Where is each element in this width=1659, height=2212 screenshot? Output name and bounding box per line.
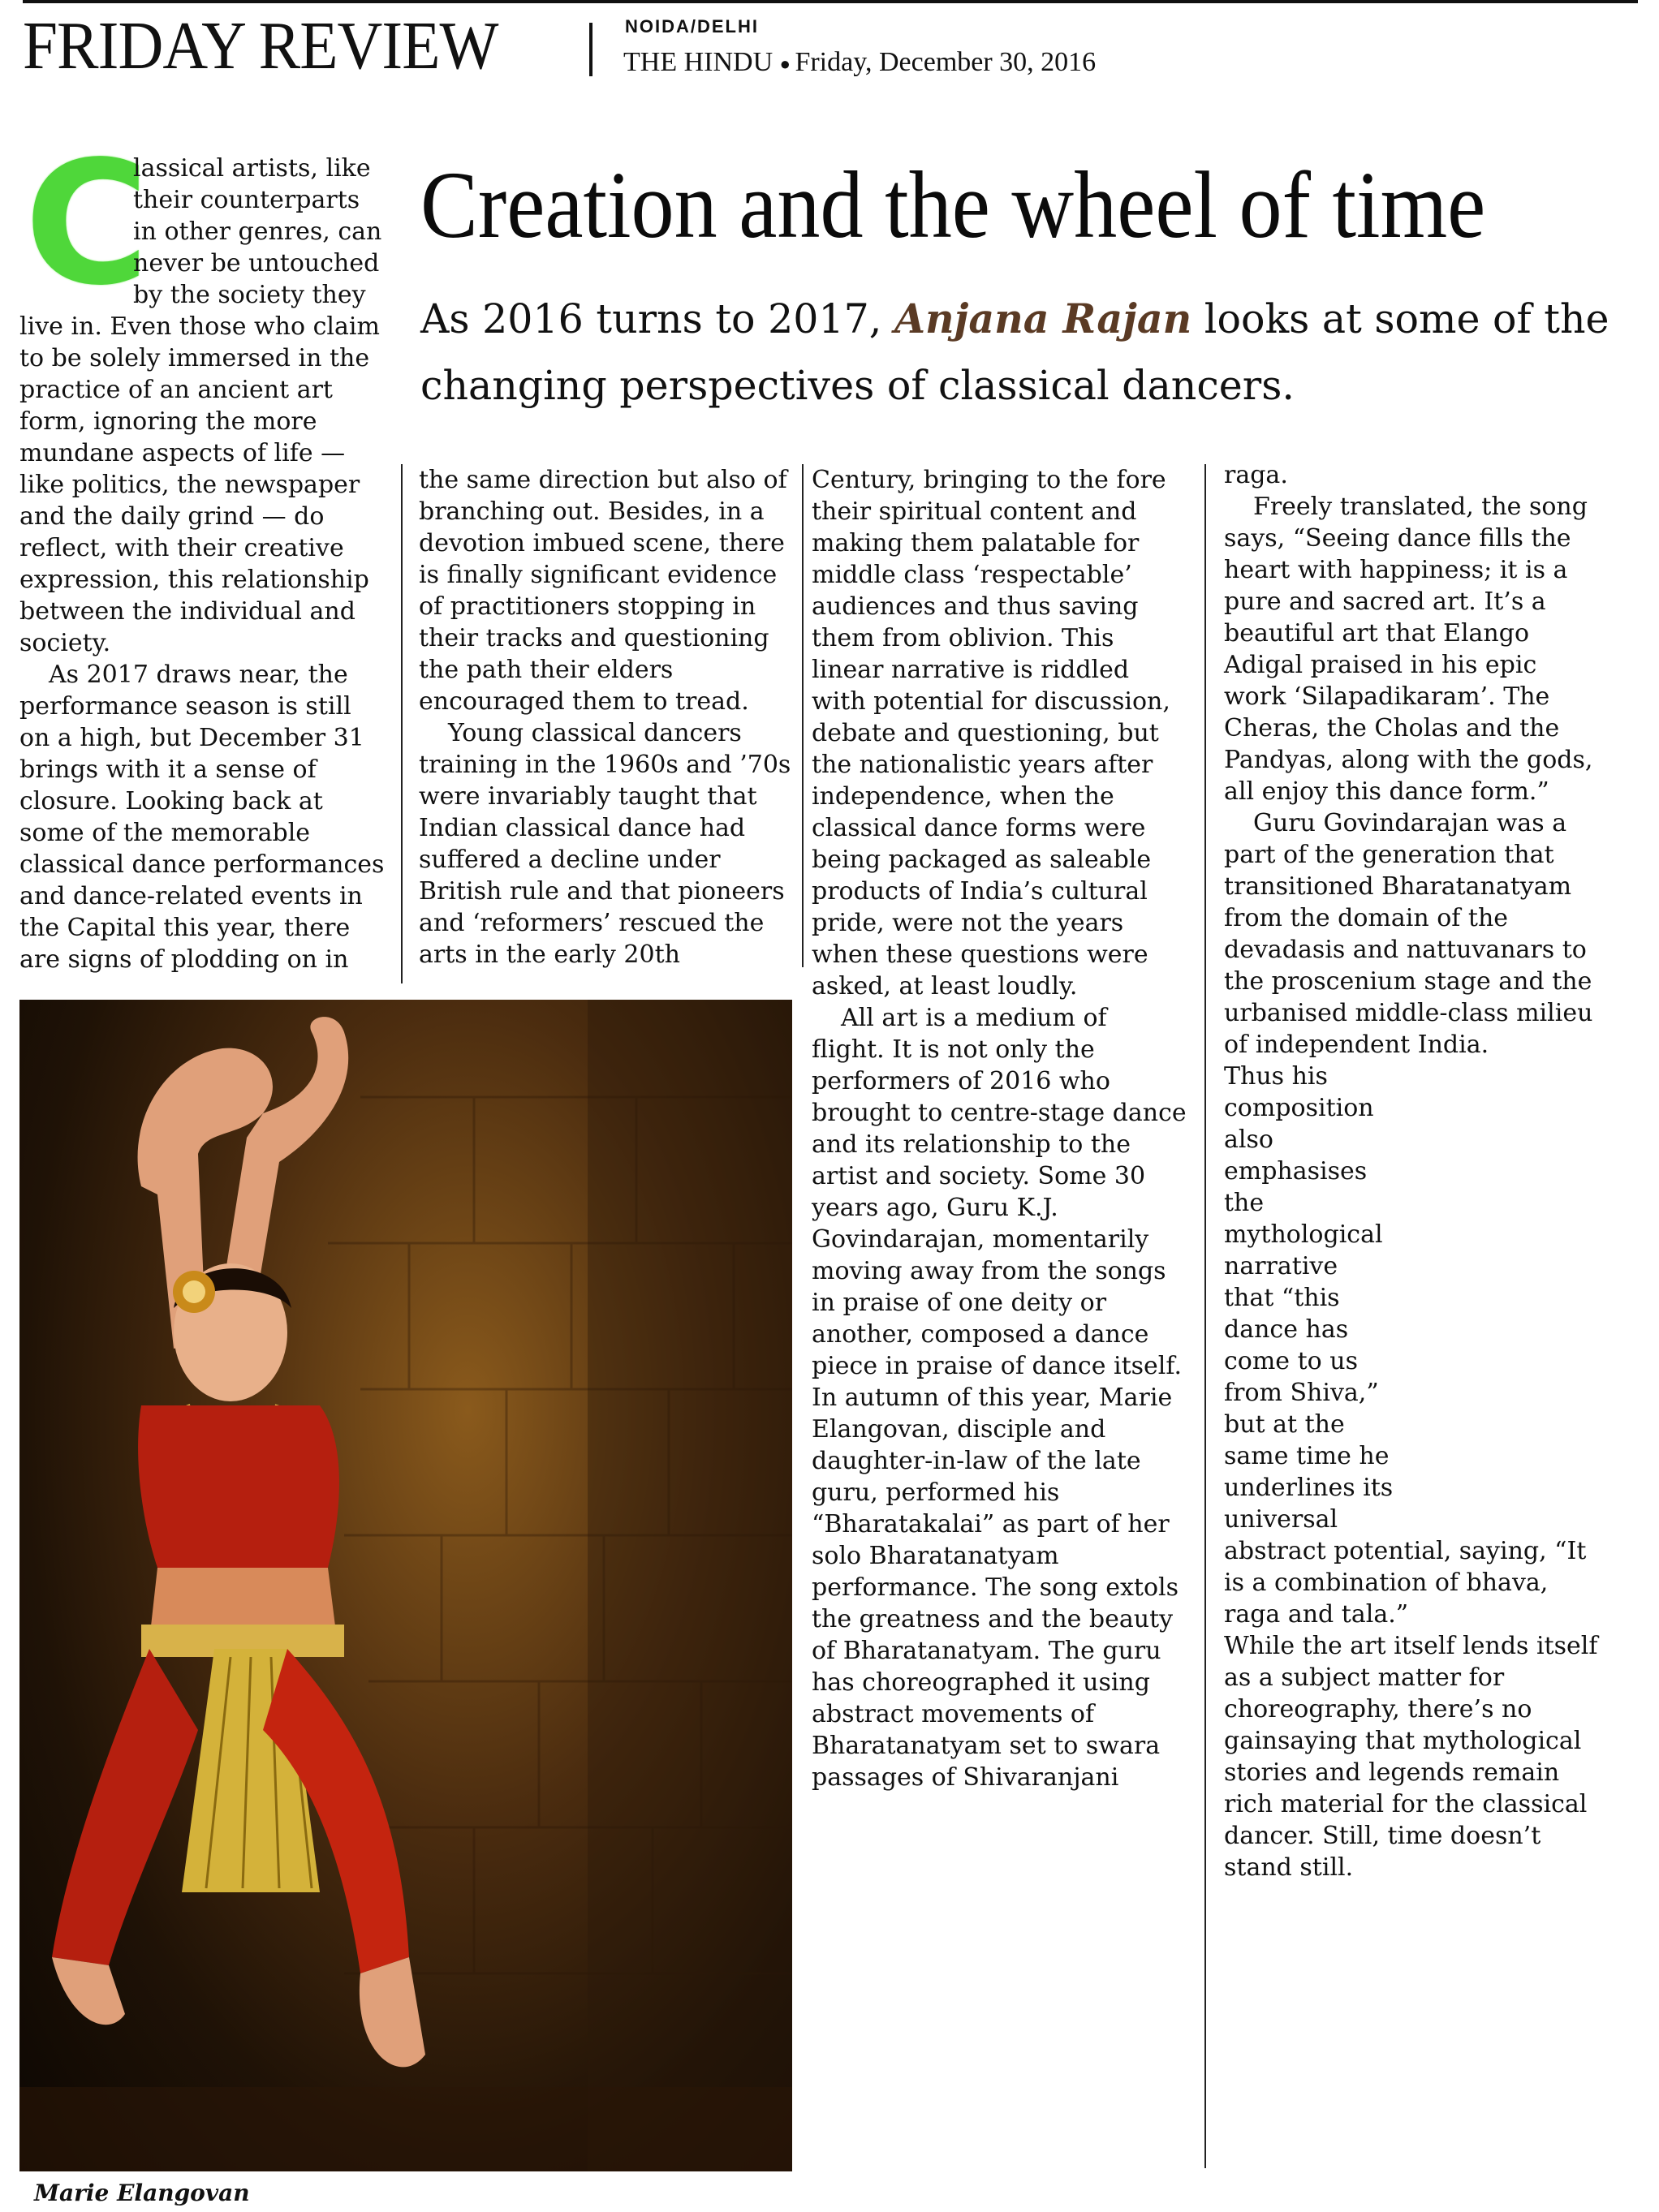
masthead xyxy=(23,0,1638,88)
paragraph: Young classical dancers training in the 1960s and ’70s were invariably taught that Indian classical dance had suffered a decline under British rule and that pioneers and ‘reformers’ rescued the arts in the early 20th xyxy=(419,719,791,969)
masthead-divider xyxy=(589,23,592,76)
column-rule xyxy=(1204,464,1206,2168)
drop-cap: C xyxy=(24,124,150,323)
author-byline: Anjana Rajan xyxy=(894,295,1192,342)
edition-label: NOIDA/DELHI xyxy=(625,16,759,37)
narrow-text: Thus his composition also emphasises the mythological narrative that “this dance has come to us from Shiva,” but at the same time he underlines its universal xyxy=(1224,1062,1394,1534)
dancer-photo xyxy=(19,1000,792,2171)
paragraph-text: Guru Govindarajan was a part of the generation that transitioned Bharatanatyam from the domain of the devadasis and nattuvanars to the proscenium stage and the urbanised middle-class milieu of independent India. xyxy=(1224,809,1593,1059)
paragraph xyxy=(19,124,386,659)
article-column-2 xyxy=(419,464,794,970)
article-column-1 xyxy=(19,124,386,975)
paragraph xyxy=(1224,807,1605,1061)
paragraph: All art is a medium of flight. It is not only the performers of 2016 who brought to centre-stage dance and its relationship to the artist and society. Some 30 years ago, Guru K.J. Govindarajan, momentarily moving away from the songs in praise of one deity or another, composed a dance piece in praise of dance itself. In autumn of this year, Marie Elangovan, disciple and daughter-in-law of the late guru, performed his “Bharatakalai” as part of her solo Bharatanatyam performance. The song extols the greatness and the beauty of Bharatanatyam. The guru has choreographed it using abstract movements of Bharatanatyam set to swara passages of Shivaranjani xyxy=(812,1004,1187,1792)
deck-text: As 2016 turns to 2017, xyxy=(420,295,894,342)
dancer-illustration xyxy=(19,1000,792,2171)
paragraph-text: lassical artists, like their counterparts in other genres, can never be untouched by the society they live in. Even those who claim to be solely immersed in the practice of an ancient art form, ignoring the more mundane aspects of life — like politics, the newspaper and the daily grind — do reflect, with their creative expression, this relationship between the individual and society. xyxy=(19,154,382,657)
section-title: FRIDAY REVIEW xyxy=(23,8,498,84)
article-column-3 xyxy=(812,464,1187,1793)
paragraph: raga. xyxy=(1224,461,1288,489)
paragraph: the same direction but also of branching out. Besides, in a devotion imbued scene, there is finally significant evidence of practitioners stopping in their tracks and questioning the path their elders encouraged them to tread. xyxy=(419,466,787,716)
paragraph: As 2017 draws near, the performance season is still on a high, but December 31 brings with it a sense of closure. Looking back at some of the memorable classical dance performances and dance-related events in the Capital this year, there are signs of plodding on in xyxy=(19,661,385,974)
bullet-icon: ● xyxy=(779,54,795,75)
deck-text-end: looks at some of the changing perspectives of classical dancers. xyxy=(420,295,1609,409)
article-deck xyxy=(420,286,1622,419)
column-rule xyxy=(401,464,403,983)
paragraph-text: abstract potential, saying, “It is a combination of bhava, raga and tala.” xyxy=(1224,1537,1587,1629)
paragraph: Century, bringing to the fore their spiritual content and making them palatable for middle class ‘respectable’ audiences and thus saving them from oblivion. This linear narrative is riddled with potential for discussion, debate and questioning, but the nationalistic years after independence, when the classical dance forms were being packaged as saleable products of India’s cultural pride, were not the years when these questions were asked, at least loudly. xyxy=(812,466,1170,1001)
issue-date: Friday, December 30, 2016 xyxy=(795,47,1097,77)
article-column-4 xyxy=(1224,459,1605,1883)
paragraph: Freely translated, the song says, “Seeing dance fills the heart with happiness; it is a pure and sacred art. It’s a beautiful art that Elango Adigal praised in his epic work ‘Silapadikaram’. The Cheras, the Cholas and the Pandyas, along with the gods, all enjoy this dance form.” xyxy=(1224,493,1593,806)
paper-name: THE HINDU xyxy=(623,47,773,77)
paper-date-line xyxy=(623,47,1096,78)
article-headline: Creation and the wheel of time xyxy=(420,152,1486,258)
photo-caption: Marie Elangovan xyxy=(34,2180,250,2206)
paragraph-continued xyxy=(1224,1061,1605,1630)
paragraph: While the art itself lends itself as a subject matter for choreography, there’s no gainsaying that mythological stories and legends remain rich material for the classical dancer. Still, time doesn’t stand still. xyxy=(1224,1632,1598,1882)
column-rule xyxy=(802,464,804,967)
